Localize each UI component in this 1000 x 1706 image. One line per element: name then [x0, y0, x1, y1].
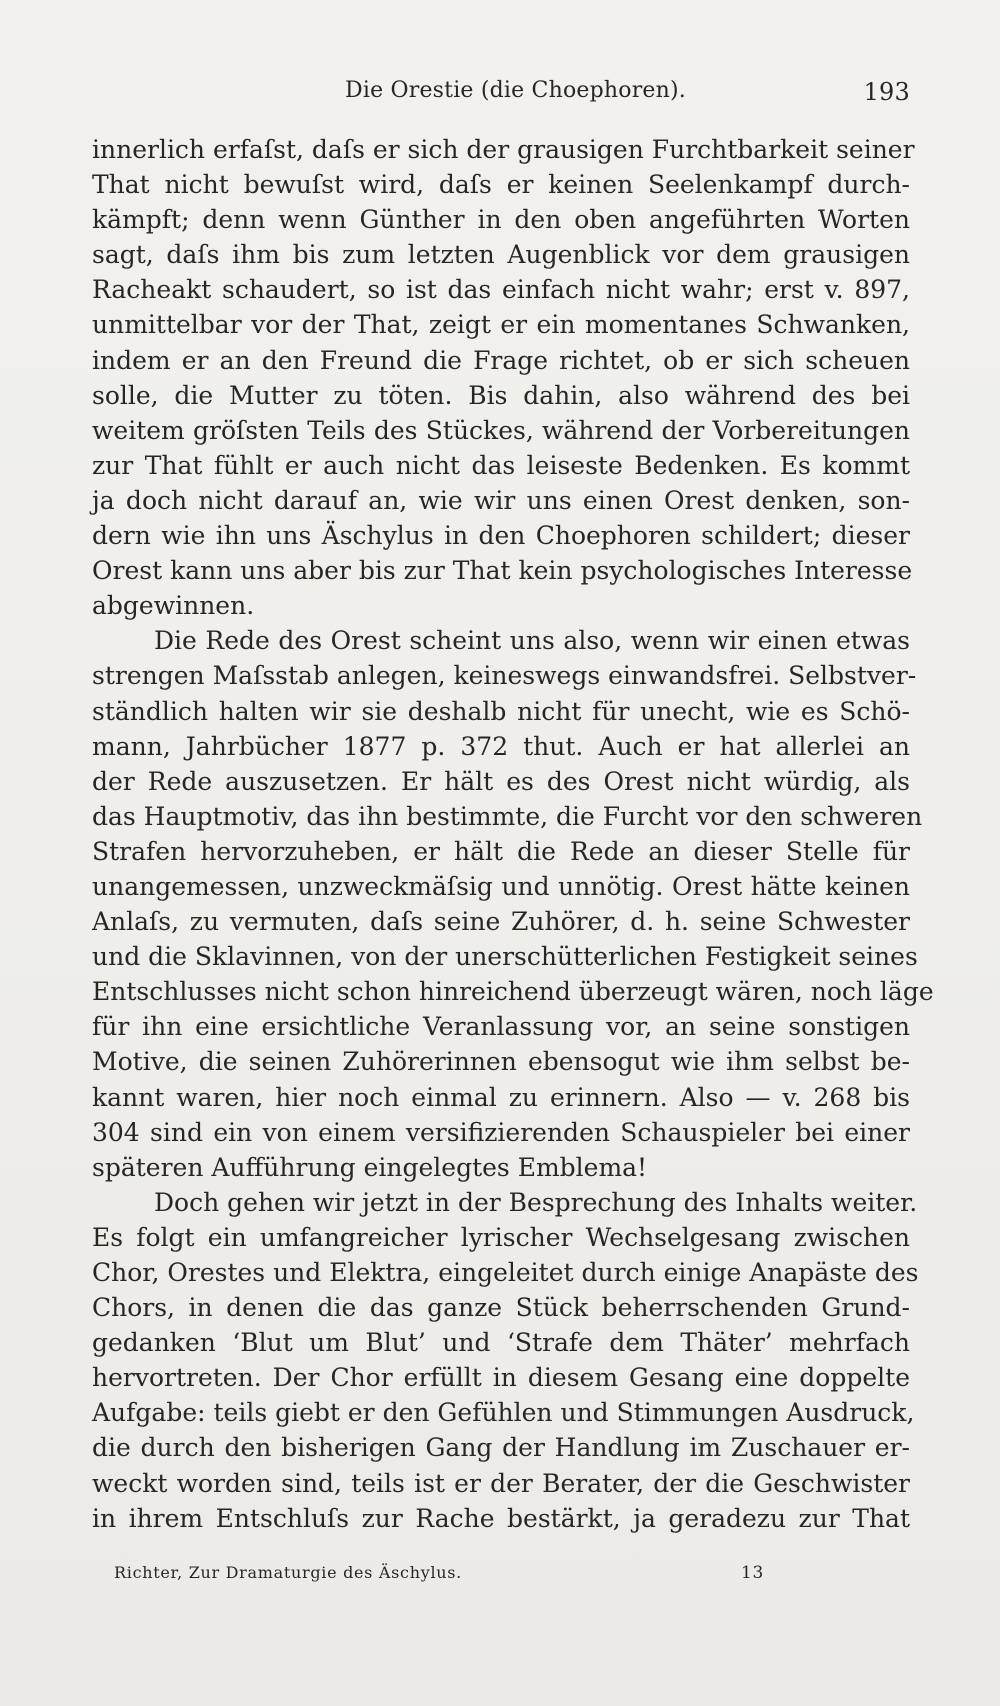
text-line: Strafen hervorzuheben, er hält die Rede an dieser Stelle für — [92, 836, 910, 866]
text-line: Doch gehen wir jetzt in der Besprechung des Inhalts weiter. — [154, 1187, 918, 1217]
text-line: das Hauptmotiv, das ihn bestimmte, die Furcht vor den schweren — [92, 801, 923, 831]
text-line: 304 sind ein von einem versifizierenden Schauspieler bei einer — [92, 1117, 910, 1147]
text-line: Orest kann uns aber bis zur That kein psychologisches Interesse — [92, 556, 913, 586]
running-title: Die Orestie (die Choephoren). — [345, 78, 686, 103]
text-line: sagt, daſs ihm bis zum letzten Augenblick vor dem grausigen — [92, 240, 910, 270]
text-line: für ihn eine ersichtliche Veranlassung vor, an seine sonstigen — [92, 1012, 910, 1042]
text-line: und die Sklavinnen, von der unerschütterlichen Festigkeit seines — [92, 942, 918, 972]
text-line: gedanken ‘Blut um Blut’ und ‘Strafe dem Thäter’ mehrfach — [92, 1328, 910, 1358]
text-line: Entschlusses nicht schon hinreichend überzeugt wären, noch läge — [92, 977, 934, 1007]
text-line: strengen Maſsstab anlegen, keineswegs einwandsfrei. Selbstver- — [92, 661, 917, 691]
text-line: Es folgt ein umfangreicher lyrischer Wechselgesang zwischen — [92, 1222, 910, 1252]
text-line: ja doch nicht darauf an, wie wir uns einen Orest denken, son- — [92, 485, 910, 515]
text-line: ständlich halten wir sie deshalb nicht für unecht, wie es Schö- — [92, 696, 910, 726]
text-line: der Rede auszusetzen. Er hält es des Orest nicht würdig, als — [92, 766, 910, 796]
text-line: solle, die Mutter zu töten. Bis dahin, also während des bei — [92, 380, 910, 410]
text-line: Aufgabe: teils giebt er den Gefühlen und Stimmungen Ausdruck, — [92, 1398, 915, 1428]
running-head — [90, 78, 910, 114]
text-line: abgewinnen. — [92, 591, 255, 621]
text-line: Motive, die seinen Zuhörerinnen ebensogut wie ihm selbst be- — [92, 1047, 910, 1077]
text-line: unangemessen, unzweckmäſsig und unnötig. Orest hätte keinen — [92, 871, 910, 901]
text-line: weitem gröſsten Teils des Stückes, während der Vorbereitungen — [92, 415, 910, 445]
text-line: Racheakt schaudert, so ist das einfach nicht wahr; erst v. 897, — [92, 275, 910, 305]
text-line: in ihrem Entschluſs zur Rache bestärkt, ja geradezu zur That — [92, 1503, 910, 1533]
text-line: zur That fühlt er auch nicht das leiseste Bedenken. Es kommt — [92, 450, 910, 480]
page-footer — [114, 1563, 764, 1591]
text-line: die durch den bisherigen Gang der Handlung im Zuschauer er- — [92, 1433, 910, 1463]
text-line: weckt worden sind, teils ist er der Berater, der die Geschwister — [92, 1468, 910, 1498]
text-line: dern wie ihn uns Äschylus in den Choephoren schildert; dieser — [92, 521, 910, 551]
text-line: innerlich erfaſst, daſs er sich der grausigen Furchtbarkeit seiner — [92, 135, 915, 164]
text-line: That nicht bewuſst wird, daſs er keinen Seelenkampf durch- — [92, 170, 910, 200]
text-line: Die Rede des Orest scheint uns also, wenn wir einen etwas — [154, 626, 910, 656]
text-line: mann, Jahrbücher 1877 p. 372 thut. Auch er hat allerlei an — [92, 731, 910, 761]
text-line: unmittelbar vor der That, zeigt er ein momentanes Schwanken, — [92, 310, 910, 340]
body-text — [92, 132, 934, 1536]
text-line: kämpft; denn wenn Günther in den oben angeführten Worten — [92, 205, 910, 235]
text-line: indem er an den Freund die Frage richtet, ob er sich scheuen — [92, 345, 910, 375]
text-line: späteren Aufführung eingelegtes Emblema! — [92, 1152, 648, 1182]
page-number: 193 — [863, 78, 910, 106]
text-line: Anlaſs, zu vermuten, daſs seine Zuhörer, d. h. seine Schwester — [92, 907, 910, 937]
footer-source: Richter, Zur Dramaturgie des Äschylus. — [114, 1563, 462, 1582]
text-line: hervortreten. Der Chor erfüllt in diesem Gesang eine doppelte — [92, 1363, 910, 1393]
signature-mark: 13 — [741, 1563, 765, 1583]
text-line: Chors, in denen die das ganze Stück beherrschenden Grund- — [92, 1293, 910, 1323]
text-line: Chor, Orestes und Elektra, eingeleitet durch einige Anapäste des — [92, 1258, 919, 1287]
text-line: kannt waren, hier noch einmal zu erinnern. Also — v. 268 bis — [92, 1082, 910, 1112]
